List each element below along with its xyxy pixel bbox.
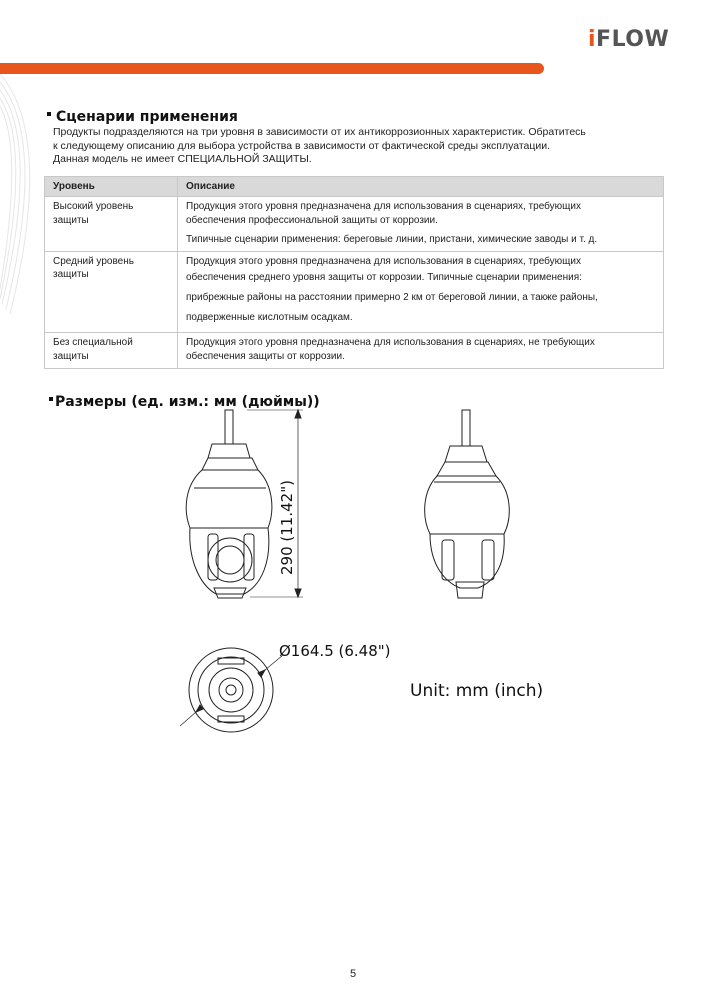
- table-row: [45, 333, 664, 369]
- diameter-dimension-label: Ø164.5 (6.48"): [279, 642, 391, 660]
- header-accent-bar: [0, 63, 544, 74]
- page-number: 5: [349, 968, 357, 980]
- column-header: Описание: [178, 177, 664, 197]
- section-title-scenarios: Сценарии применения: [47, 109, 238, 125]
- description-cell: Продукция этого уровня предназначена для использования в сценариях, не требующих обеспечения защиты от коррозии.: [178, 333, 664, 369]
- camera-top-view: [180, 648, 283, 732]
- description-cell: Продукция этого уровня предназначена для использования в сценариях, требующих обеспечения среднего уровня защиты от коррозии. Типичные сценарии применения: прибрежные районы на расстоянии примерно 2 км от береговой линии, а также районы, подверженные кислотным осадкам.: [178, 251, 664, 333]
- unit-note: Unit: mm (inch): [410, 681, 544, 701]
- level-cell: Средний уровень защиты: [45, 251, 178, 333]
- table-header-row: [45, 177, 664, 197]
- camera-side-view: [425, 410, 510, 598]
- dimension-drawings: [0, 400, 706, 740]
- intro-paragraph: Продукты подразделяются на три уровня в зависимости от их антикоррозионных характеристик. Обратитесь к следующему описанию для выбора устройства в зависимости от фактической среды эксплуатации. Данная модель не имеет СПЕЦИАЛЬНОЙ ЗАЩИТЫ.: [53, 126, 586, 165]
- column-header: Уровень: [45, 177, 178, 197]
- brand-logo: iFLOW: [588, 27, 670, 52]
- section-title-dimensions: Размеры (ед. изм.: мм (дюймы)): [49, 394, 320, 410]
- description-cell: Продукция этого уровня предназначена для использования в сценариях, требующих обеспечения профессиональной защиты от коррозии. Типичные сценарии применения: береговые линии, пристани, химические заводы и т. д.: [178, 197, 664, 252]
- table-row: [45, 197, 664, 252]
- level-cell: Без специальной защиты: [45, 333, 178, 369]
- height-dimension-label: 290 (11.42"): [278, 480, 296, 575]
- protection-levels-table: [44, 176, 664, 369]
- level-cell: Высокий уровень защиты: [45, 197, 178, 252]
- table-row: [45, 251, 664, 333]
